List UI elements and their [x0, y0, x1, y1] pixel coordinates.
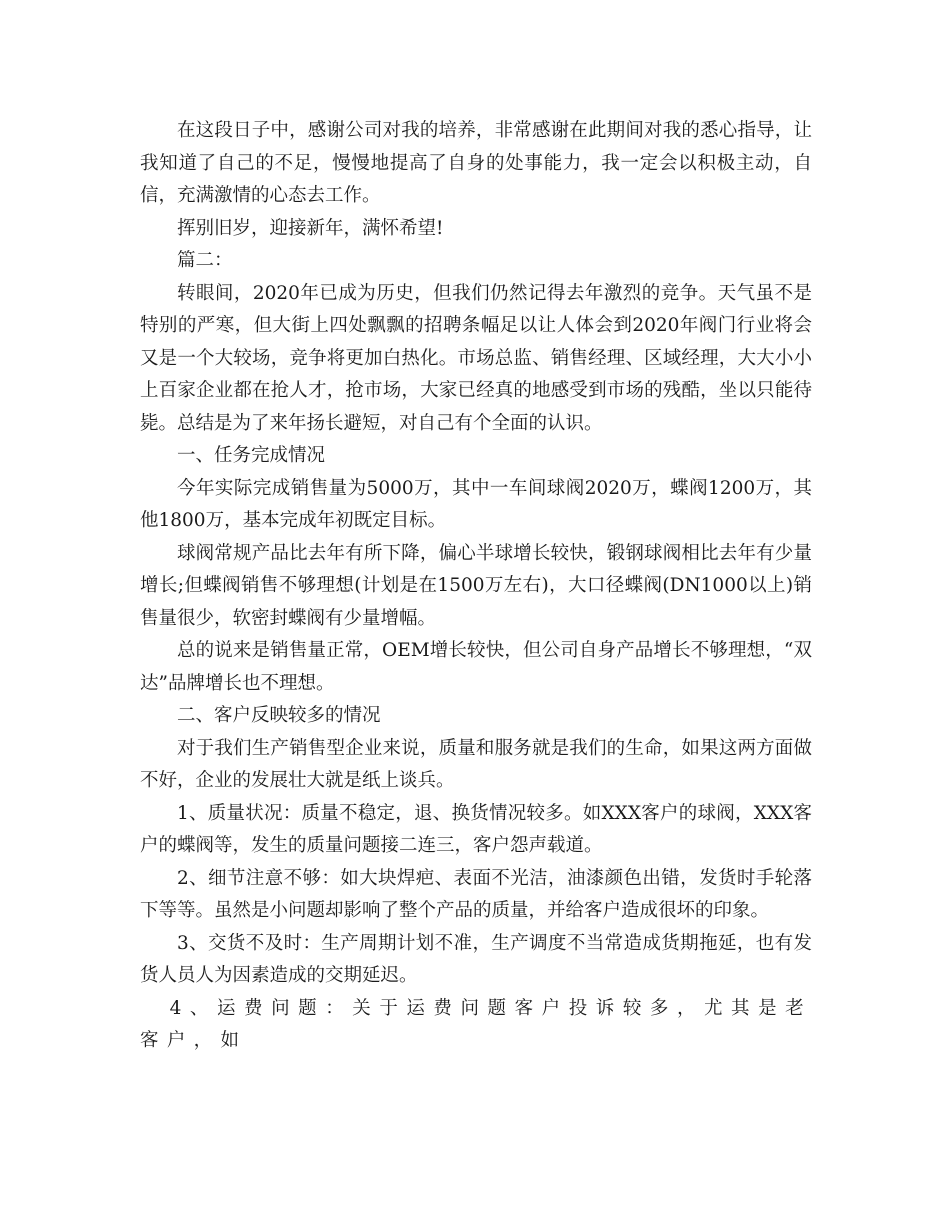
- paragraph-sales-summary: 总的说来是销售量正常，OEM增长较快，但公司自身产品增长不够理想，“双达”品牌增长也不理想。: [140, 640, 812, 694]
- paragraph-part-two-heading: 篇二：: [177, 250, 233, 271]
- paragraph-sales-volume: 今年实际完成销售量为5000万，其中一车间球阀2020万，蝶阀1200万，其他1800万，基本完成年初既定目标。: [140, 477, 812, 531]
- paragraph-product-analysis: 球阀常规产品比去年有所下降，偏心半球增长较快，锻钢球阀相比去年有少量增长;但蝶阀销售不够理想(计划是在1500万左右)，大口径蝶阀(DN1000以上)销售量很少，软密封蝶阀有少量增幅。: [140, 542, 812, 629]
- paragraph-quality-status: 1、质量状况：质量不稳定，退、换货情况较多。如XXX客户的球阀，XXX客户的蝶阀等，发生的质量问题接二连三，客户怨声载道。: [140, 802, 812, 856]
- paragraph-thanks: 在这段日子中，感谢公司对我的培养，非常感谢在此期间对我的悉心指导，让我知道了自己的不足，慢慢地提高了自身的处事能力，我一定会以积极主动，自信，充满激情的心态去工作。: [140, 120, 812, 206]
- paragraph-farewell: 挥别旧岁，迎接新年，满怀希望!: [177, 217, 444, 239]
- paragraph-delivery: 3、交货不及时：生产周期计划不准，生产调度不当常造成货期拖延，也有发货人员人为因素造成的交期延迟。: [140, 932, 812, 986]
- paragraph-intro: 转眼间，2020年已成为历史，但我们仍然记得去年激烈的竞争。天气虽不是特别的严寒，但大街上四处飘飘的招聘条幅足以让人体会到2020年阀门行业将会又是一个大较场，竞争将更加白热化。市场总监、销售经理、区域经理，大大小小上百家企业都在抢人才，抢市场，大家已经真的地感受到市场的残酷，坐以只能待毙。总结是为了来年扬长避短，对自己有个全面的认识。: [140, 282, 812, 434]
- paragraph-quality-service: 对于我们生产销售型企业来说，质量和服务就是我们的生命，如果这两方面做不好，企业的发展壮大就是纸上谈兵。: [140, 737, 812, 791]
- section-heading-task-completion: 一、任务完成情况: [177, 445, 326, 466]
- section-heading-customer-feedback: 二、客户反映较多的情况: [177, 705, 381, 726]
- paragraph-freight: 4、运费问题：关于运费问题客户投诉较多，尤其是老客户，如: [140, 997, 812, 1051]
- document-body: [140, 115, 812, 1058]
- paragraph-detail-attention: 2、细节注意不够：如大块焊疤、表面不光洁，油漆颜色出错，发货时手轮落下等等。虽然是小问题却影响了整个产品的质量，并给客户造成很坏的印象。: [140, 867, 812, 921]
